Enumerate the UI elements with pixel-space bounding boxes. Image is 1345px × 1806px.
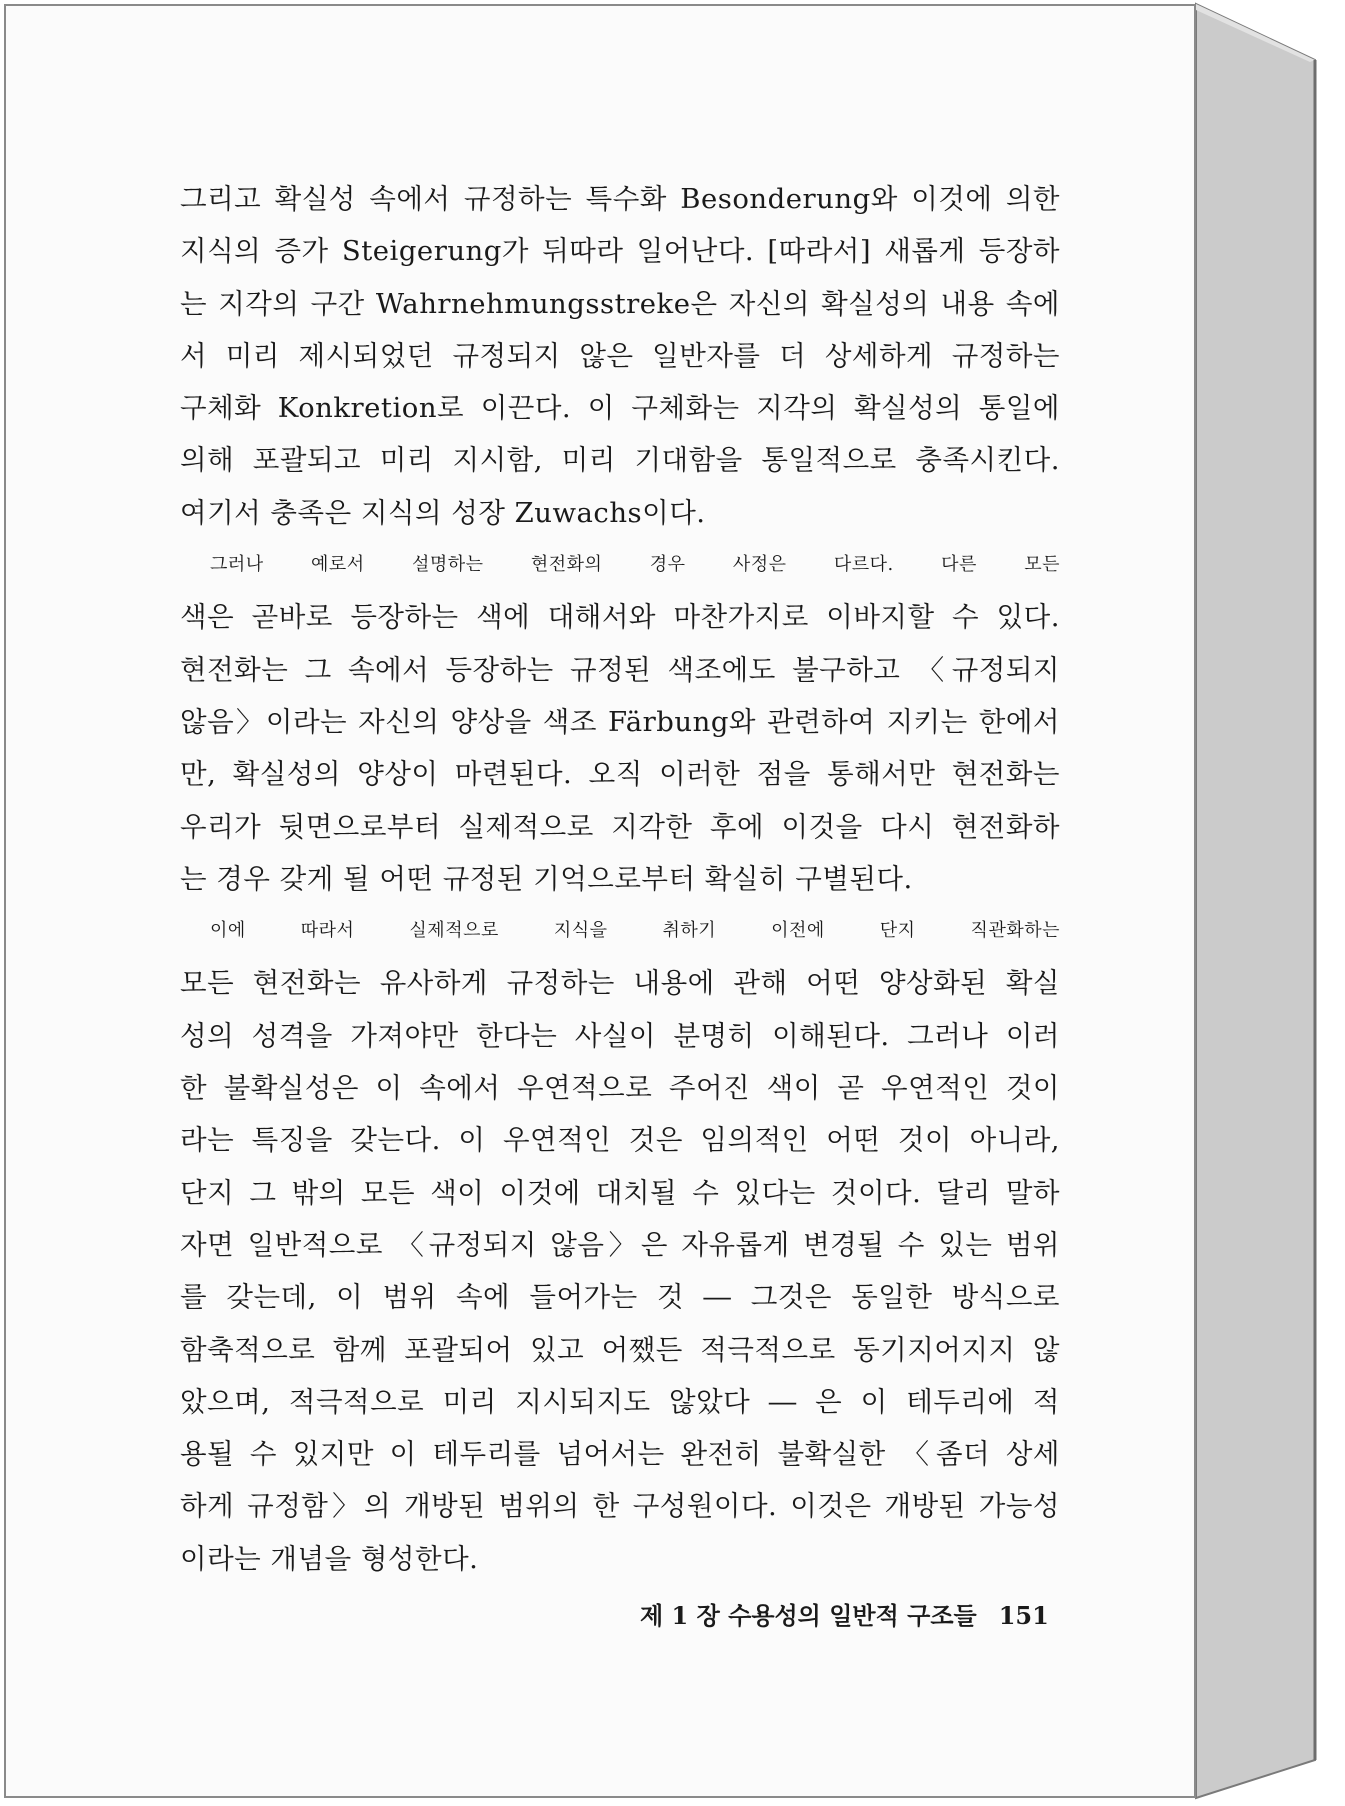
chapter-title: 제 1 장 수용성의 일반적 구조들 bbox=[640, 1601, 977, 1630]
text-line: 모든 현전화는 유사하게 규정하는 내용에 관해 어떤 양상화된 확실 bbox=[180, 967, 1060, 1000]
text-line: 라는 특징을 갖는다. 이 우연적인 것은 임의적인 어떤 것이 아니라, bbox=[180, 1124, 1060, 1157]
paragraph-2 bbox=[180, 539, 1060, 905]
text-line: 지식의 증가 Steigerung가 뒤따라 일어난다. [따라서] 새롭게 등장하 bbox=[180, 235, 1060, 268]
text-line: 단지 그 밖의 모든 색이 이것에 대치될 수 있다는 것이다. 달리 말하 bbox=[180, 1176, 1060, 1209]
text-line: 았으며, 적극적으로 미리 지시되지도 않았다 ― 은 이 테두리에 적 bbox=[180, 1385, 1060, 1418]
text-line: 자면 일반적으로 〈규정되지 않음〉은 자유롭게 변경될 수 있는 범위 bbox=[180, 1228, 1060, 1261]
text-line: 그리고 확실성 속에서 규정하는 특수화 Besonderung와 이것에 의한 bbox=[180, 183, 1060, 215]
paragraph-1 bbox=[180, 173, 1060, 539]
paragraph-3 bbox=[180, 905, 1060, 1585]
body-text bbox=[180, 173, 1060, 1585]
text-line: 의해 포괄되고 미리 지시함, 미리 기대함을 통일적으로 충족시킨다. bbox=[180, 444, 1060, 477]
text-line: 는 지각의 구간 Wahrnehmungsstreke은 자신의 확실성의 내용 속에 bbox=[180, 287, 1060, 320]
text-line: 를 갖는데, 이 범위 속에 들어가는 것 ― 그것은 동일한 방식으로 bbox=[180, 1281, 1060, 1314]
running-footer bbox=[640, 1596, 1049, 1631]
text-line: 는 경우 갖게 될 어떤 규정된 기억으로부터 확실히 구별된다. bbox=[180, 862, 913, 895]
book-spine-face bbox=[1196, 4, 1315, 1798]
page-number: 151 bbox=[998, 1601, 1049, 1630]
text-line: 않음〉이라는 자신의 양상을 색조 Färbung와 관련하여 지키는 한에서 bbox=[180, 705, 1060, 738]
text-line: 현전화는 그 속에서 등장하는 규정된 색조에도 불구하고 〈규정되지 bbox=[180, 653, 1060, 686]
text-line: 우리가 뒷면으로부터 실제적으로 지각한 후에 이것을 다시 현전화하 bbox=[180, 810, 1060, 843]
text-line: 한 불확실성은 이 속에서 우연적으로 주어진 색이 곧 우연적인 것이 bbox=[180, 1072, 1060, 1105]
text-line: 여기서 충족은 지식의 성장 Zuwachs이다. bbox=[180, 496, 706, 529]
text-line: 색은 곧바로 등장하는 색에 대해서와 마찬가지로 이바지할 수 있다. bbox=[180, 601, 1060, 634]
text-line: 함축적으로 함께 포괄되어 있고 어쨌든 적극적으로 동기지어지지 않 bbox=[180, 1333, 1060, 1366]
text-line: 구체화 Konkretion로 이끈다. 이 구체화는 지각의 확실성의 통일에 bbox=[180, 392, 1060, 425]
text-line: 그러나 예로서 설명하는 현전화의 경우 사정은 다르다. 다른 모든 bbox=[210, 554, 1060, 576]
text-line: 이에 따라서 실제적으로 지식을 취하기 이전에 단지 직관화하는 bbox=[210, 920, 1060, 942]
text-line: 용될 수 있지만 이 테두리를 넘어서는 완전히 불확실한 〈좀더 상세 bbox=[180, 1438, 1060, 1471]
text-line: 이라는 개념을 형성한다. bbox=[180, 1542, 479, 1575]
text-line: 서 미리 제시되었던 규정되지 않은 일반자를 더 상세하게 규정하는 bbox=[180, 339, 1060, 372]
text-line: 하게 규정함〉의 개방된 범위의 한 구성원이다. 이것은 개방된 가능성 bbox=[180, 1490, 1060, 1523]
text-line: 성의 성격을 가져야만 한다는 사실이 분명히 이해된다. 그러나 이러 bbox=[180, 1019, 1060, 1052]
text-line: 만, 확실성의 양상이 마련된다. 오직 이러한 점을 통해서만 현전화는 bbox=[180, 758, 1060, 791]
